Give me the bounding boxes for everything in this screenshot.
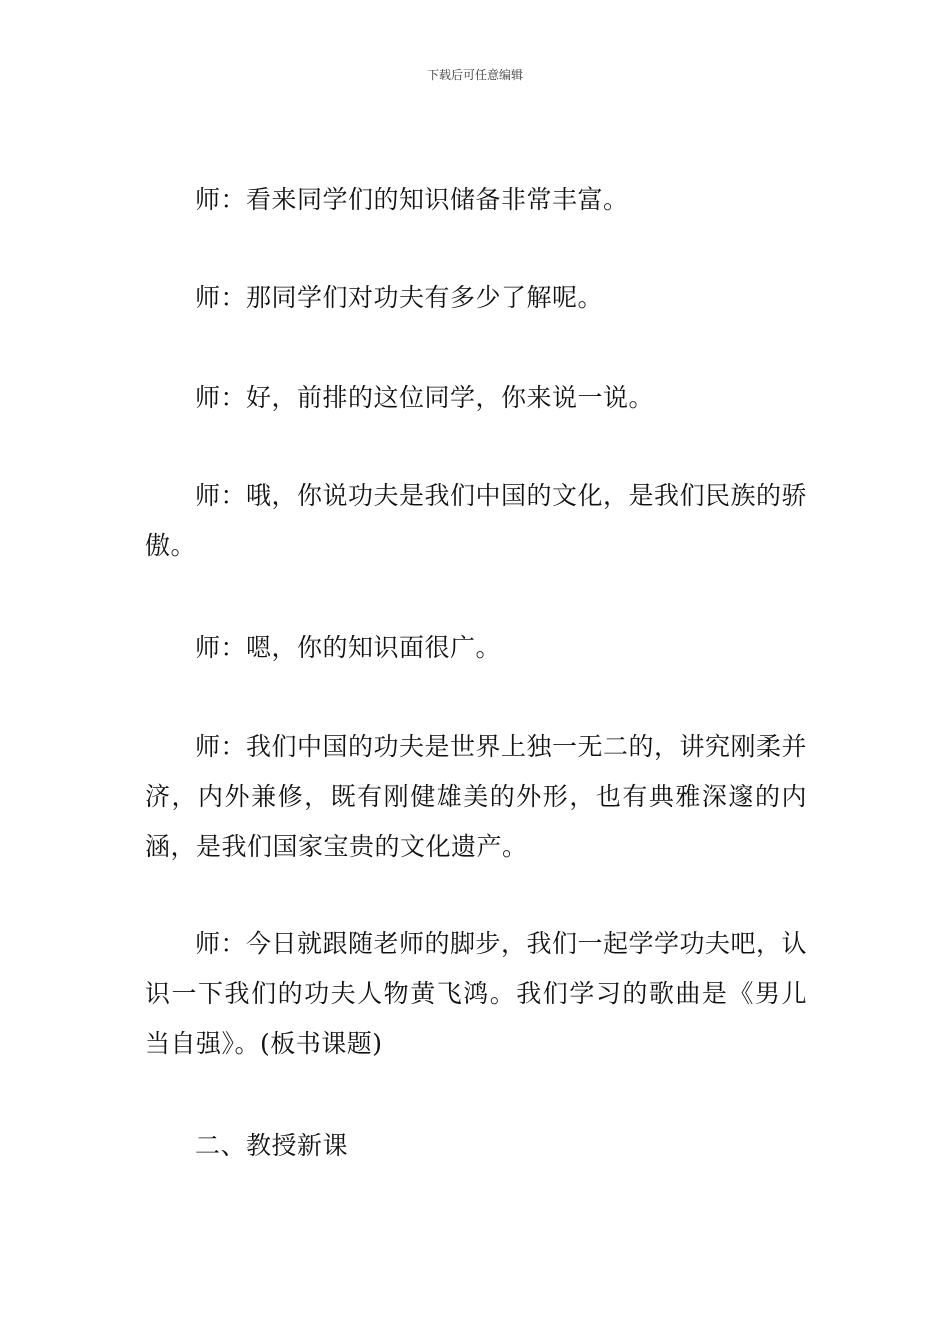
dialogue-paragraph: 师：哦，你说功夫是我们中国的文化，是我们民族的骄傲。 — [145, 481, 808, 560]
dialogue-paragraph: 师：我们中国的功夫是世界上独一无二的，讲究刚柔并济，内外兼修，既有刚健雄美的外形，也有典雅深邃的内涵，是我们国家宝贵的文化遗产。 — [145, 732, 808, 861]
dialogue-paragraph: 师：那同学们对功夫有多少了解呢。 — [195, 283, 604, 312]
dialogue-paragraph: 师：今日就跟随老师的脚步，我们一起学学功夫吧，认识一下我们的功夫人物黄飞鸿。我们学习的歌曲是《男儿当自强》。(板书课题) — [145, 929, 808, 1058]
section-heading: 二、教授新课 — [195, 1131, 349, 1160]
dialogue-paragraph: 师：看来同学们的知识储备非常丰富。 — [195, 185, 629, 214]
header-note: 下载后可任意编辑 — [426, 68, 523, 82]
dialogue-paragraph: 师：好，前排的这位同学，你来说一说。 — [195, 383, 655, 412]
dialogue-paragraph: 师：嗯，你的知识面很广。 — [195, 633, 502, 662]
